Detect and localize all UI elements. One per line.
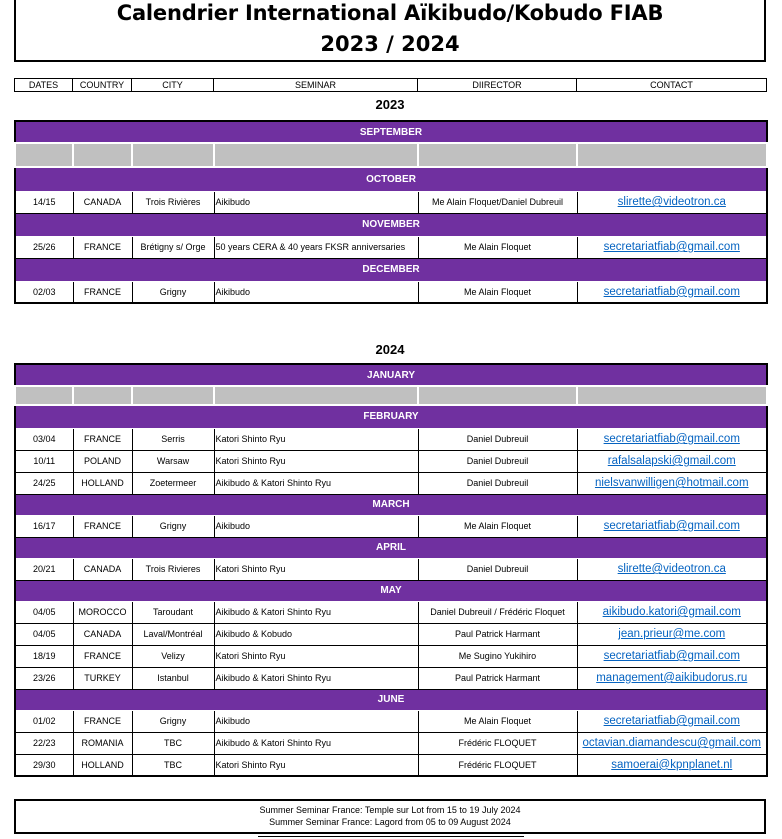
cell-director: Daniel Dubreuil [418, 472, 577, 494]
month-label: JANUARY [15, 364, 767, 386]
cell-city: Warsaw [132, 450, 214, 472]
table-row [15, 450, 767, 472]
cell-seminar: Aikibudo & Katori Shinto Ryu [214, 667, 418, 689]
cell-director: Me Alain Floquet [418, 236, 577, 258]
cell-country: CANADA [73, 558, 132, 580]
cell-dates: 02/03 [15, 281, 73, 303]
cell-director: Daniel Dubreuil / Frédéric Floquet [418, 601, 577, 623]
year-heading-2023: 2023 [375, 97, 405, 112]
column-header-country: COUNTRY [73, 79, 132, 92]
month-band [15, 167, 767, 191]
placeholder-cell [214, 386, 418, 405]
table-row [15, 601, 767, 623]
cell-seminar: Katori Shinto Ryu [214, 754, 418, 776]
cell-seminar: Katori Shinto Ryu [214, 428, 418, 450]
cell-director: Frédéric FLOQUET [418, 732, 577, 754]
month-band [15, 121, 767, 143]
month-label: OCTOBER [15, 167, 767, 191]
cell-dates: 01/02 [15, 710, 73, 732]
contact-email-link[interactable]: nielsvanwilligen@hotmail.com [577, 472, 767, 494]
cell-director: Paul Patrick Harmant [418, 667, 577, 689]
cell-country: FRANCE [73, 281, 132, 303]
table-row [15, 754, 767, 776]
contact-email-link[interactable]: slirette@videotron.ca [577, 191, 767, 213]
month-band [15, 405, 767, 428]
cell-country: HOLLAND [73, 754, 132, 776]
cell-director: Me Alain Floquet [418, 281, 577, 303]
cell-country: TURKEY [73, 667, 132, 689]
cell-dates: 14/15 [15, 191, 73, 213]
contact-email-link[interactable]: jean.prieur@me.com [577, 623, 767, 645]
contact-email-link[interactable]: secretariatfiab@gmail.com [577, 236, 767, 258]
month-band [15, 364, 767, 386]
cell-director: Me Alain Floquet [418, 515, 577, 537]
contact-email-link[interactable]: secretariatfiab@gmail.com [577, 428, 767, 450]
cell-director: Daniel Dubreuil [418, 450, 577, 472]
month-label: JUNE [15, 689, 767, 710]
contact-email-link[interactable]: secretariatfiab@gmail.com [577, 710, 767, 732]
table-row [15, 645, 767, 667]
cell-city: Trois Rivières [132, 191, 214, 213]
cell-country: MOROCCO [73, 601, 132, 623]
table-row [15, 428, 767, 450]
cell-seminar: Aikibudo & Katori Shinto Ryu [214, 472, 418, 494]
document-title [14, 0, 766, 62]
month-band [15, 213, 767, 236]
cell-country: FRANCE [73, 645, 132, 667]
contact-email-link[interactable]: management@aikibudorus.ru [577, 667, 767, 689]
year-heading-2024: 2024 [375, 342, 405, 357]
cell-city: Grigny [132, 515, 214, 537]
column-header-director: DIIRECTOR [418, 79, 577, 92]
table-row [15, 732, 767, 754]
placeholder-cell [214, 143, 418, 167]
cell-country: FRANCE [73, 515, 132, 537]
placeholder-cell [73, 143, 132, 167]
placeholder-cell [577, 143, 767, 167]
cell-seminar: Aikibudo & Katori Shinto Ryu [214, 732, 418, 754]
cell-seminar: Aikibudo & Katori Shinto Ryu [214, 601, 418, 623]
cell-seminar: Katori Shinto Ryu [214, 450, 418, 472]
table-row [15, 710, 767, 732]
cell-country: CANADA [73, 623, 132, 645]
calendar-table-2023 [14, 120, 768, 304]
month-band [15, 537, 767, 558]
cell-dates: 20/21 [15, 558, 73, 580]
cell-dates: 24/25 [15, 472, 73, 494]
table-row [15, 558, 767, 580]
table-row [15, 667, 767, 689]
placeholder-cell [73, 386, 132, 405]
table-row [15, 191, 767, 213]
cell-director: Daniel Dubreuil [418, 558, 577, 580]
calendar-table-2024 [14, 363, 768, 777]
column-header-contact: CONTACT [577, 79, 767, 92]
table-row [15, 281, 767, 303]
placeholder-cell [418, 386, 577, 405]
cell-country: HOLLAND [73, 472, 132, 494]
placeholder-cell [132, 143, 214, 167]
column-header-row [14, 78, 767, 92]
month-label: NOVEMBER [15, 213, 767, 236]
contact-email-link[interactable]: secretariatfiab@gmail.com [577, 281, 767, 303]
cell-dates: 04/05 [15, 601, 73, 623]
table-row [15, 236, 767, 258]
cell-country: FRANCE [73, 710, 132, 732]
cell-dates: 18/19 [15, 645, 73, 667]
placeholder-row [15, 386, 767, 405]
month-band [15, 258, 767, 281]
cell-country: POLAND [73, 450, 132, 472]
cell-seminar: Aikibudo [214, 191, 418, 213]
column-header-city: CITY [132, 79, 214, 92]
month-band [15, 494, 767, 515]
cell-seminar: Aikibudo [214, 710, 418, 732]
month-label: MARCH [15, 494, 767, 515]
cell-director: Me Sugino Yukihiro [418, 645, 577, 667]
month-label: SEPTEMBER [15, 121, 767, 143]
month-label: FEBRUARY [15, 405, 767, 428]
contact-email-link[interactable]: secretariatfiab@gmail.com [577, 645, 767, 667]
placeholder-cell [418, 143, 577, 167]
contact-email-link[interactable]: octavian.diamandescu@gmail.com [577, 732, 767, 754]
cell-city: Grigny [132, 281, 214, 303]
cell-seminar: Katori Shinto Ryu [214, 558, 418, 580]
placeholder-cell [15, 143, 73, 167]
cell-dates: 04/05 [15, 623, 73, 645]
cell-city: TBC [132, 732, 214, 754]
cell-director: Frédéric FLOQUET [418, 754, 577, 776]
cell-director: Daniel Dubreuil [418, 428, 577, 450]
cell-director: Paul Patrick Harmant [418, 623, 577, 645]
table-row [15, 623, 767, 645]
month-label: MAY [15, 580, 767, 601]
cell-country: CANADA [73, 191, 132, 213]
cell-dates: 03/04 [15, 428, 73, 450]
cell-country: FRANCE [73, 428, 132, 450]
cell-dates: 22/23 [15, 732, 73, 754]
cell-city: Istanbul [132, 667, 214, 689]
contact-email-link[interactable]: secretariatfiab@gmail.com [577, 515, 767, 537]
cell-city: Laval/Montréal [132, 623, 214, 645]
month-label: APRIL [15, 537, 767, 558]
placeholder-cell [132, 386, 214, 405]
cell-city: Brétigny s/ Orge [132, 236, 214, 258]
cell-city: Serris [132, 428, 214, 450]
cell-city: TBC [132, 754, 214, 776]
table-row [15, 472, 767, 494]
title-line-2: 2023 / 2024 [320, 32, 460, 56]
cell-dates: 23/26 [15, 667, 73, 689]
cell-city: Velizy [132, 645, 214, 667]
cell-seminar: Aikibudo [214, 515, 418, 537]
contact-email-link[interactable]: aikibudo.katori@gmail.com [577, 601, 767, 623]
cell-director: Me Alain Floquet/Daniel Dubreuil [418, 191, 577, 213]
placeholder-cell [15, 386, 73, 405]
cell-director: Me Alain Floquet [418, 710, 577, 732]
title-line-1: Calendrier International Aïkibudo/Kobudo FIAB [116, 1, 664, 25]
placeholder-cell [577, 386, 767, 405]
month-label: DECEMBER [15, 258, 767, 281]
contact-email-link[interactable]: samoerai@kpnplanet.nl [577, 754, 767, 776]
footer-notes [14, 799, 766, 834]
cell-city: Grigny [132, 710, 214, 732]
cell-country: ROMANIA [73, 732, 132, 754]
column-header-seminar: SEMINAR [214, 79, 418, 92]
cell-city: Taroudant [132, 601, 214, 623]
cell-seminar: Katori Shinto Ryu [214, 645, 418, 667]
cell-dates: 16/17 [15, 515, 73, 537]
cell-country: FRANCE [73, 236, 132, 258]
month-band [15, 580, 767, 601]
month-band [15, 689, 767, 710]
cell-seminar: Aikibudo [214, 281, 418, 303]
cell-seminar: 50 years CERA & 40 years FKSR anniversaries [214, 236, 418, 258]
cell-dates: 25/26 [15, 236, 73, 258]
contact-email-link[interactable]: slirette@videotron.ca [577, 558, 767, 580]
cell-city: Zoetermeer [132, 472, 214, 494]
footer-note: Summer Seminar France: Temple sur Lot from 15 to 19 July 2024 [259, 805, 521, 815]
footer-note: Summer Seminar France: Lagord from 05 to 09 August 2024 [269, 817, 511, 827]
cell-dates: 29/30 [15, 754, 73, 776]
cell-seminar: Aikibudo & Kobudo [214, 623, 418, 645]
cell-city: Trois Rivieres [132, 558, 214, 580]
table-row [15, 515, 767, 537]
column-header-dates: DATES [15, 79, 73, 92]
placeholder-row [15, 143, 767, 167]
contact-email-link[interactable]: rafalsalapski@gmail.com [577, 450, 767, 472]
cell-dates: 10/11 [15, 450, 73, 472]
